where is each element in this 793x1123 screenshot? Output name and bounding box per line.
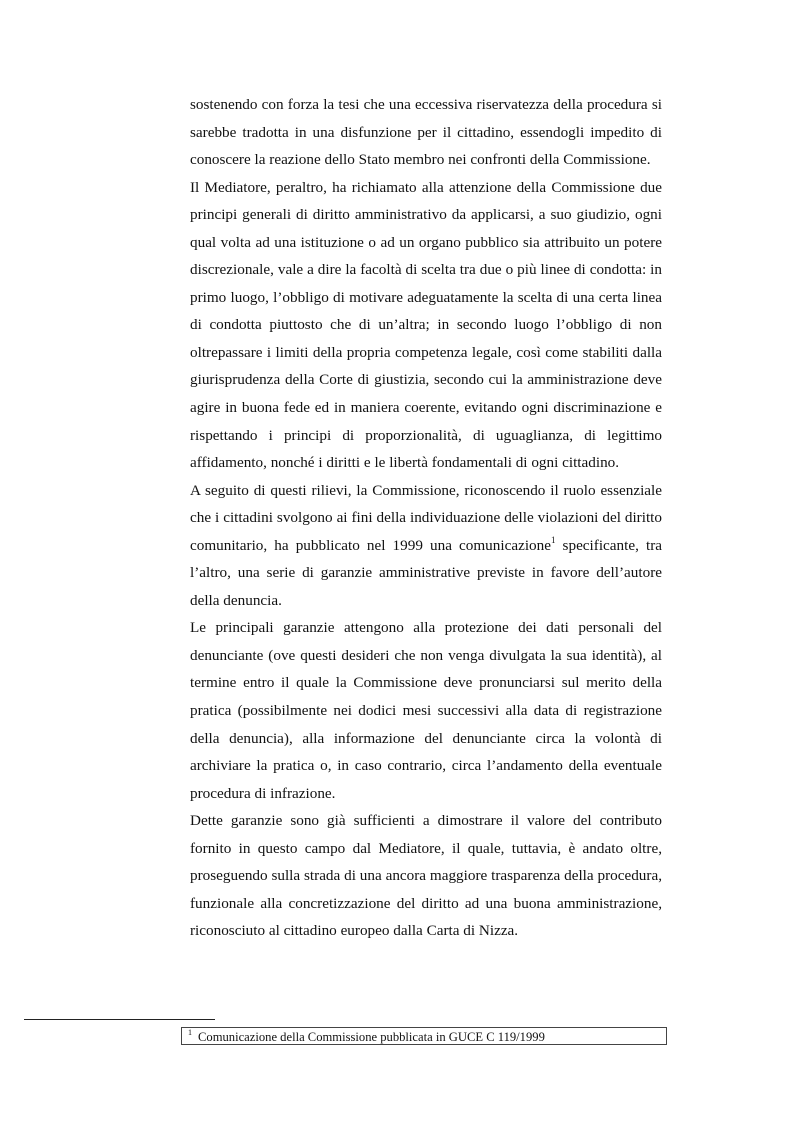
paragraph-mediator-principles: Il Mediatore, peraltro, ha richiamato alla attenzione della Commissione due principi generali di diritto amministrativo da applicarsi, a suo giudizio, ogni qual volta ad una istituzione o ad un organo pubblico sia attribuito un potere discrezionale, vale a dire la facoltà di scelta tra due o più linee di condotta: in primo luogo, l’obbligo di motivare adeguatamente la scelta di una certa linea di condotta piuttosto che di un’altra; in secondo luogo l’obbligo di non oltrepassare i limiti della propria competenza legale, così come stabiliti dalla giurisprudenza della Corte di giustizia, secondo cui la amministrazione deve agire in buona fede ed in maniera coerente, evitando ogni discriminazione e rispettando i principi di proporzionalità, di uguaglianza, di legittimo affidamento, nonché i diritti e le libertà fondamentali di ogni cittadino. — [190, 178, 662, 472]
paragraph-mediator-contribution: Dette garanzie sono già sufficienti a dimostrare il valore del contributo fornito in questo campo dal Mediatore, il quale, tuttavia, è andato oltre, proseguendo sulla strada di una ancora maggiore trasparenza della procedura, funzionale alla concretizzazione del diritto ad una buona amministrazione, riconosciuto al cittadino europeo dalla Carta di Nizza. — [190, 812, 662, 940]
paragraph-commission-communication — [190, 477, 662, 615]
paragraph-main-guarantees: Le principali garanzie attengono alla protezione dei dati personali del denunciante (ove questi desideri che non venga divulgata la sua identità), al termine entro il quale la Commissione deve pronunciarsi sul merito della pratica (possibilmente nei dodici mesi successivi alla data di registrazione della denuncia), alla informazione del denunciante circa la volontà di archiviare la pratica o, in caso contrario, circa l’andamento della eventuale procedura di infrazione. — [190, 619, 662, 802]
footnote-marker: 1 — [188, 1027, 192, 1037]
communication-text-after: specificante, tra l’altro, una serie di garanzie amministrative previste in favore dell’autore della denuncia. — [190, 536, 662, 609]
footnote-text: Comunicazione della Commissione pubblicata in GUCE C 119/1999 — [198, 1030, 545, 1044]
communication-text-before: A seguito di questi rilievi, la Commissione, riconoscendo il ruolo essenziale che i cittadini svolgono ai fini della individuazione delle violazioni del diritto comunitario, ha pubblicato nel 1999 una comunicazione — [190, 481, 662, 554]
footnote — [181, 1027, 667, 1045]
footnote-reference[interactable]: 1 — [550, 534, 556, 545]
body-text — [190, 91, 662, 945]
footnote-separator — [24, 1019, 215, 1020]
paragraph-reserved-procedure: sostenendo con forza la tesi che una eccessiva riservatezza della procedura si sarebbe tradotta in una disfunzione per il cittadino, essendogli impedito di conoscere la reazione dello Stato membro nei confronti della Commissione. — [190, 96, 662, 169]
